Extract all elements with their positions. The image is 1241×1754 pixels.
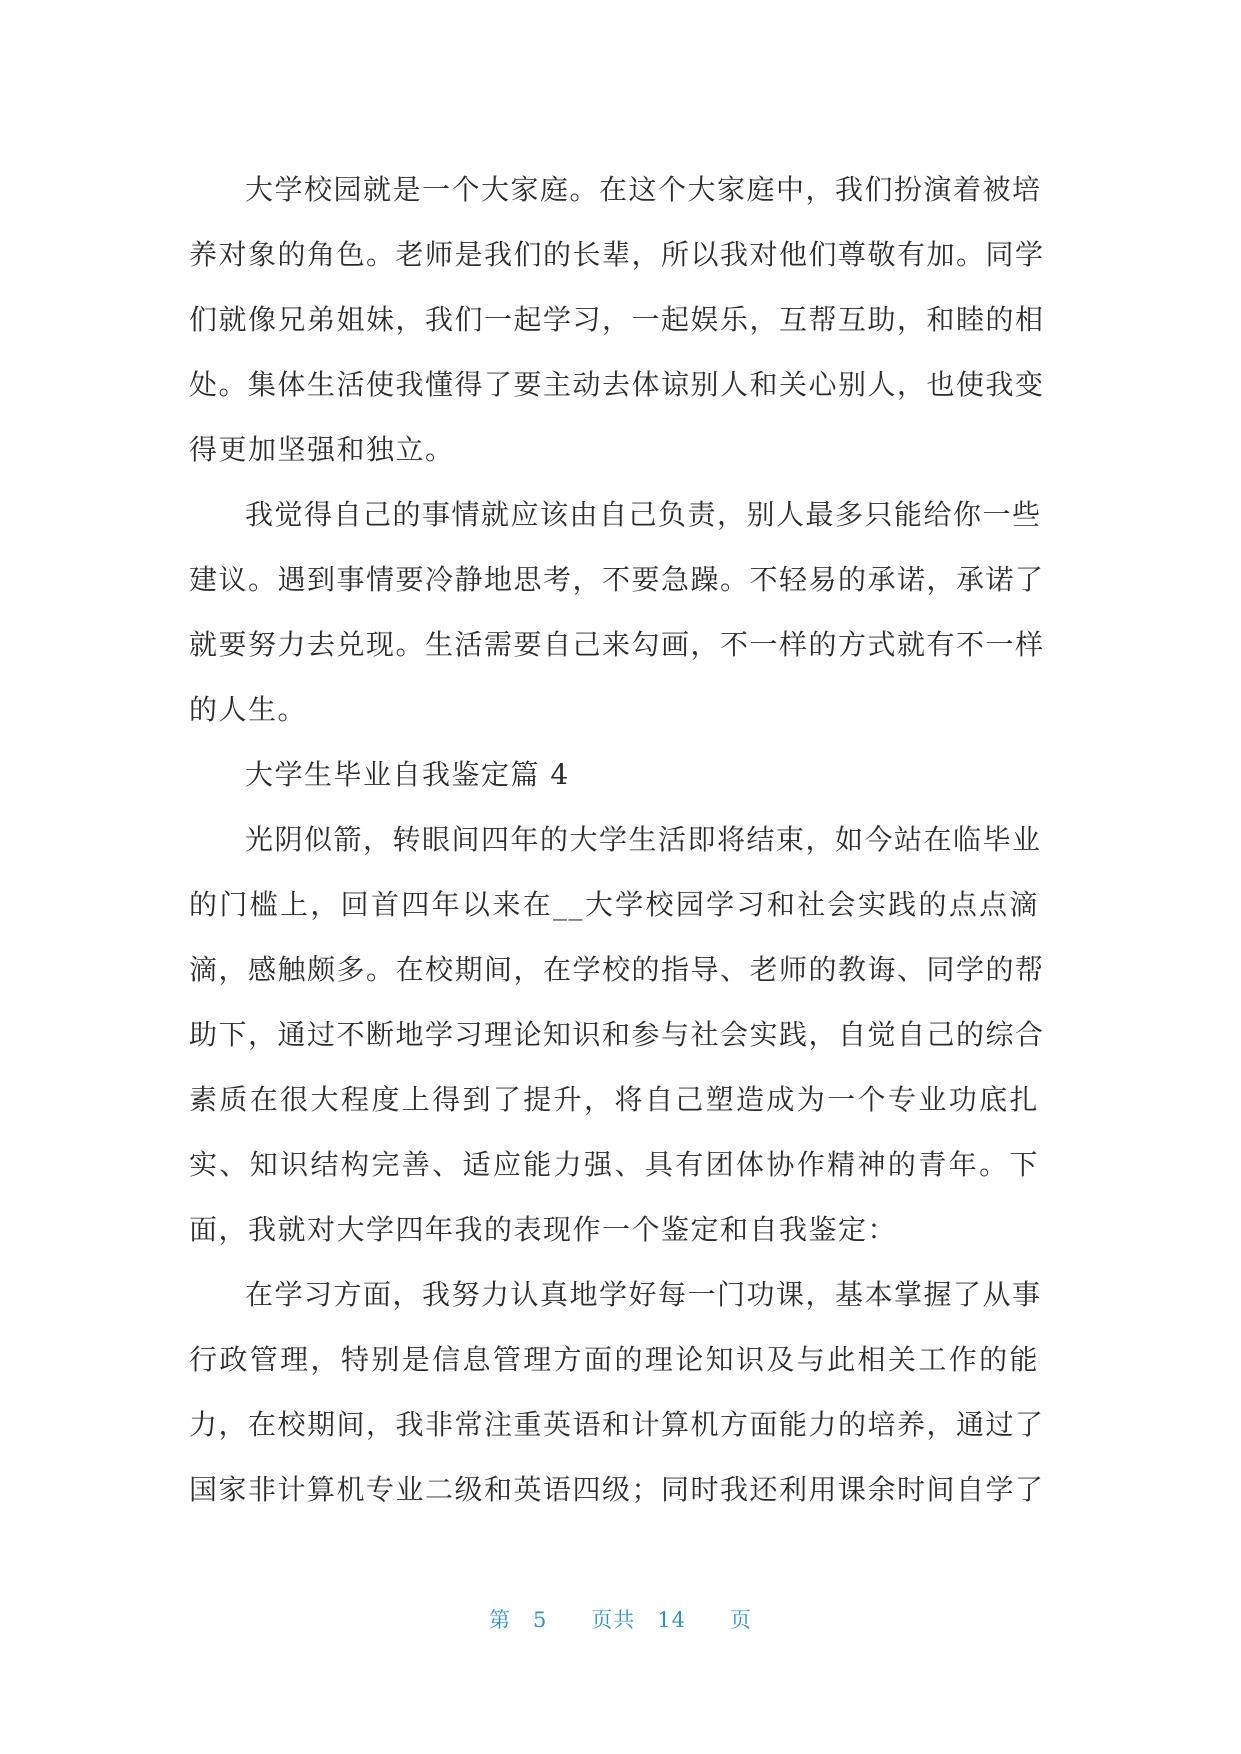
paragraph	[189, 807, 1045, 1262]
page-footer	[0, 1604, 1241, 1634]
text-line: 面，我就对大学四年我的表现作一个鉴定和自我鉴定：	[189, 1213, 898, 1246]
text-line: 的门槛上，回首四年以来在__大学校园学习和社会实践的点点滴	[189, 888, 1039, 921]
text-line: 大学校园就是一个大家庭。在这个大家庭中，我们扮演着被培	[245, 173, 1042, 206]
text-line: 得更加坚强和独立。	[189, 433, 455, 466]
footer-total-pages: 14	[657, 1608, 687, 1632]
paragraph	[189, 157, 1045, 482]
text-line: 实、知识结构完善、适应能力强、具有团体协作精神的青年。下	[189, 1148, 1039, 1181]
text-line: 处。集体生活使我懂得了要主动去体谅别人和关心别人，也使我变	[189, 368, 1045, 401]
text-line: 滴，感触颇多。在校期间，在学校的指导、老师的教诲、同学的帮	[189, 953, 1045, 986]
section-heading-text: 大学生毕业自我鉴定篇 4	[245, 758, 570, 791]
text-line: 就要努力去兑现。生活需要自己来勾画，不一样的方式就有不一样	[189, 628, 1045, 661]
text-line: 建议。遇到事情要冷静地思考，不要急躁。不轻易的承诺，承诺了	[189, 563, 1045, 596]
text-line: 素质在很大程度上得到了提升，将自己塑造成为一个专业功底扎	[189, 1083, 1039, 1116]
footer-current-page: 5	[532, 1608, 548, 1632]
text-line: 在学习方面，我努力认真地学好每一门功课，基本掌握了从事	[245, 1278, 1042, 1311]
text-line: 行政管理，特别是信息管理方面的理论知识及与此相关工作的能	[189, 1343, 1039, 1376]
section-heading	[189, 742, 1039, 807]
text-line: 的人生。	[189, 693, 308, 726]
text-line: 养对象的角色。老师是我们的长辈，所以我对他们尊敬有加。同学	[189, 238, 1045, 271]
text-line: 我觉得自己的事情就应该由自己负责，别人最多只能给你一些	[245, 498, 1042, 531]
paragraph	[189, 1262, 1045, 1522]
text-line: 们就像兄弟姐妹，我们一起学习，一起娱乐，互帮互助，和睦的相	[189, 303, 1045, 336]
footer-prefix: 第	[488, 1608, 511, 1632]
footer-suffix: 页	[730, 1608, 753, 1632]
document-body	[189, 157, 1045, 1522]
text-line: 光阴似箭，转眼间四年的大学生活即将结束，如今站在临毕业	[245, 823, 1042, 856]
footer-middle: 页共	[591, 1608, 636, 1632]
text-line: 国家非计算机专业二级和英语四级；同时我还利用课余时间自学了	[189, 1473, 1045, 1506]
paragraph	[189, 482, 1045, 742]
text-line: 力，在校期间，我非常注重英语和计算机方面能力的培养，通过了	[189, 1408, 1045, 1441]
text-line: 助下，通过不断地学习理论知识和参与社会实践，自觉自己的综合	[189, 1018, 1045, 1051]
